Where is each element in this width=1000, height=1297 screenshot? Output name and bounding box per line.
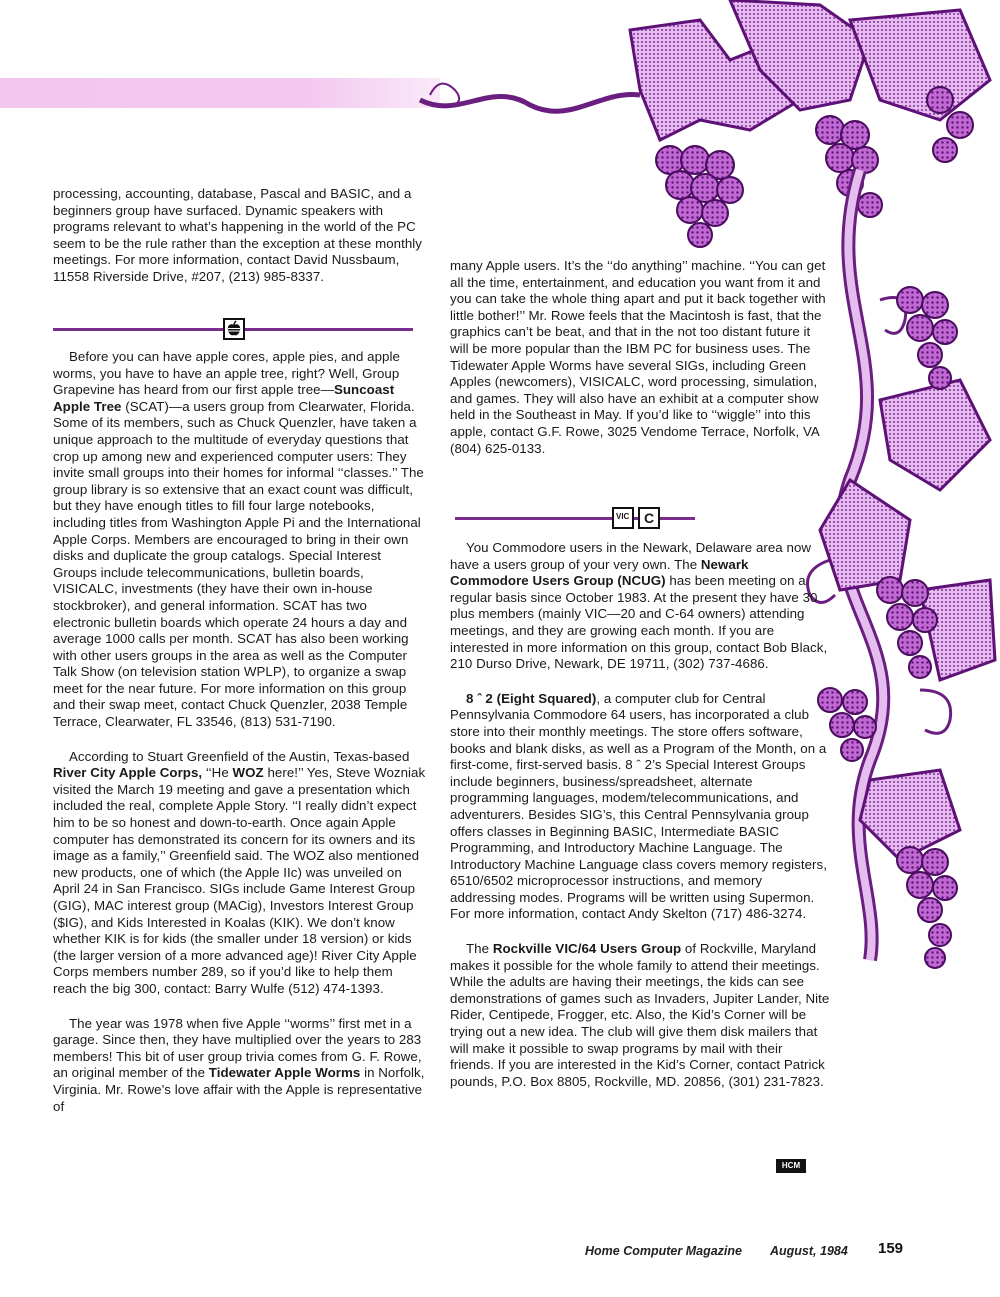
column-right-main: [450, 540, 830, 1090]
group-name-eight-squared: 8 ˆ 2 (Eight Squared): [466, 690, 597, 706]
footer-date: August, 1984: [770, 1244, 848, 1258]
vic-logo-icon: [612, 507, 634, 529]
paragraph-pc-group-continued: processing, accounting, database, Pascal and BASIC, and a beginners group have surfaced. Dynamic speakers with programs relevant to what’s happening in the world of the PC seem to be the rule rather than the exception at these monthly meetings. For more information, contact David Nussbaum, 11558 Riverside Drive, #207, (213) 985-8337.: [53, 186, 422, 284]
column-left-top: [53, 186, 428, 286]
text: According to Stuart Greenfield of the Austin, Texas-based: [69, 748, 410, 764]
text: , a computer club for Central Pennsylvania Commodore 64 users, has incorporated a club store into their monthly meetings. The store offers software, books and blank disks, as well as a Program of the Month, on a first-come, first-served basis. 8 ˆ 2’s Special Interest Groups include beginners, business/spreadsheet, alternate programming languages, modem/telecommunications, and adventurers. Besides SIG’s, this Central Pennsylvania group offers classes in Beginning BASIC, Intermediate BASIC Programming, and Introductory Machine Language. The Introductory Machine Language class covers memory registers, 6510/6502 microprocessor instructions, and memory addressing modes. Programs will be written using Supermon. For more information, contact Andy Skelton (717) 486-3274.: [450, 690, 827, 922]
paragraph-tidewater-continued: many Apple users. It’s the ‘‘do anything’’ machine. ‘‘You can get all the time, entertainment, and education you want from it and you can take the whole thing apart and put it back together with little bother!’’ Mr. Rowe feels that the Macintosh is fast, that the graphics can’t be beat, and that in the not too distant future it will be more popular than the IBM PC for business uses. The Tidewater Apple Worms have several SIGs, including Green Apples (newcomers), VISICALC, word processing, simulation, and games. They will also have an exhibit at a computer show held in the Southeast in May. If you’d like to ‘‘wiggle’’ into this apple, contact G.F. Rowe, 3025 Vendome Terrace, Norfolk, VA (804) 625-0133.: [450, 258, 826, 456]
woz-name: WOZ: [232, 765, 264, 781]
paragraph-ncug: [450, 540, 830, 673]
group-name-scat: Suncoast Apple Tree: [53, 382, 395, 414]
text: (SCAT)—a users group from Clearwater, Florida. Some of its members, such as Chuck Quenzler, have taken a unique approach to the multitude of everyday questions that crop up among new and experienced computer users: They invite small groups into their homes for informal ‘‘classes.’’ The group library is so extensive that an exact count was difficult, but they have enough titles to fill four large notebooks, including titles from Washington Apple Pi and the International Apple Corps. Members are encouraged to bring in their own disks and duplicate the group catalogs. Special Interest Groups include telecommunications, bulletin boards, VISICALC, investments (they have their own in-house stockbroker), and general information. SCAT has two electronic bulletin boards which operate 24 hours a day and average 1000 calls per month. SCAT has also been working with other users groups in the area as well as the Computer Talk Show (on television station WPLP), to organize a swap meet for the near future. For more information on this group and their swap meet, contact Chuck Quenzler, 2038 Temple Terrace, Clearwater, FL 33546, (813) 531-7190.: [53, 398, 424, 730]
text: here!’’ Yes, Steve Wozniak visited the March 19 meeting and gave a presentation which included the real, complete Apple Story. ‘‘I really didn’t expect him to be so honest and down-to-earth. Once again Apple computer has demonstrated its concern for its owners and its image as a family,’’ Greenfield said. The WOZ also mentioned new products, one of which (the Apple IIc) was unveiled on April 24 in San Francisco. SIGs include Game Interest Group (GIG), MAC interest group (MACig), Investors Interest Group ($IG), and Kids Interested in Koalas (KIK). We don’t know whether KIK is for kids (the smaller under 18 version) or kids (the larger version of a more advanced age)! River City Apple Corps members number 289, so if you’d like to help them reach the big 300, contact: Barry Wulfe (512) 474-1393.: [53, 765, 426, 996]
paragraph-tidewater: [53, 1016, 428, 1116]
text: in Norfolk, Virginia. Mr. Rowe’s love affair with the Apple is representative of: [53, 1065, 425, 1114]
group-name-rockville: Rockville VIC/64 Users Group: [492, 941, 682, 957]
c64-logo-icon: [638, 507, 660, 529]
apple-logo-icon: [223, 318, 245, 340]
header-pink-band: [0, 78, 440, 108]
vic-label: VIC: [616, 512, 630, 521]
c64-label: C: [644, 510, 655, 526]
text: The: [466, 941, 493, 957]
paragraph-eight-squared: [450, 691, 830, 923]
group-name-river-city: River City Apple Corps,: [53, 765, 203, 781]
paragraph-rockville: [450, 941, 830, 1090]
footer-magazine-name: Home Computer Magazine: [585, 1244, 742, 1258]
group-name-ncug: Newark Commodore Users Group (NCUG): [450, 556, 749, 589]
text: Before you can have apple cores, apple pies, and apple worms, you have to have an apple tree, right? Well, Group Grapevine has heard from our first apple tree—: [53, 349, 400, 398]
column-left-main: [53, 349, 428, 1115]
text: of Rockville, Maryland makes it possible for the whole family to attend their meetings. While the adults are having their meetings, the kids can see demonstrations of games such as Invaders, Jupiter Lander, Nite Rider, Centipede, Frogger, etc. Also, the Kid’s Corner will be trying out a new idea. The club will give them disk mailers that will make it possible to swap programs by mail with their friends. If you are interested in the Kid’s Corner, contact Patrick pounds, P.O. Box 8805, Rockville, MD. 20856, (301) 231-7823.: [450, 941, 830, 1089]
paragraph-scat: [53, 349, 428, 731]
page-number: 159: [878, 1240, 904, 1257]
paragraph-river-city: [53, 749, 428, 998]
hcm-end-badge: HCM: [776, 1159, 806, 1173]
text: ‘‘He: [202, 765, 233, 781]
text: has been meeting on a regular basis since October 1983. At the present they have 30 plus members (mainly VIC—20 and C-64 owners) attending meetings, and they are growing each month. If you are interested in more information on this group, contact Bob Black, 210 Durso Drive, Newark, DE 19711, (302) 737-4686.: [450, 573, 828, 672]
column-right-top: [450, 258, 830, 457]
group-name-tidewater: Tidewater Apple Worms: [208, 1065, 361, 1081]
text: The year was 1978 when five Apple ‘‘worms’’ first met in a garage. Since then, they have multiplied over the years to 283 members! This bit of user group trivia comes from G. F. Rowe, an original member of the: [53, 1015, 422, 1081]
text: You Commodore users in the Newark, Delaware area now have a users group of your very own. The: [450, 540, 812, 572]
